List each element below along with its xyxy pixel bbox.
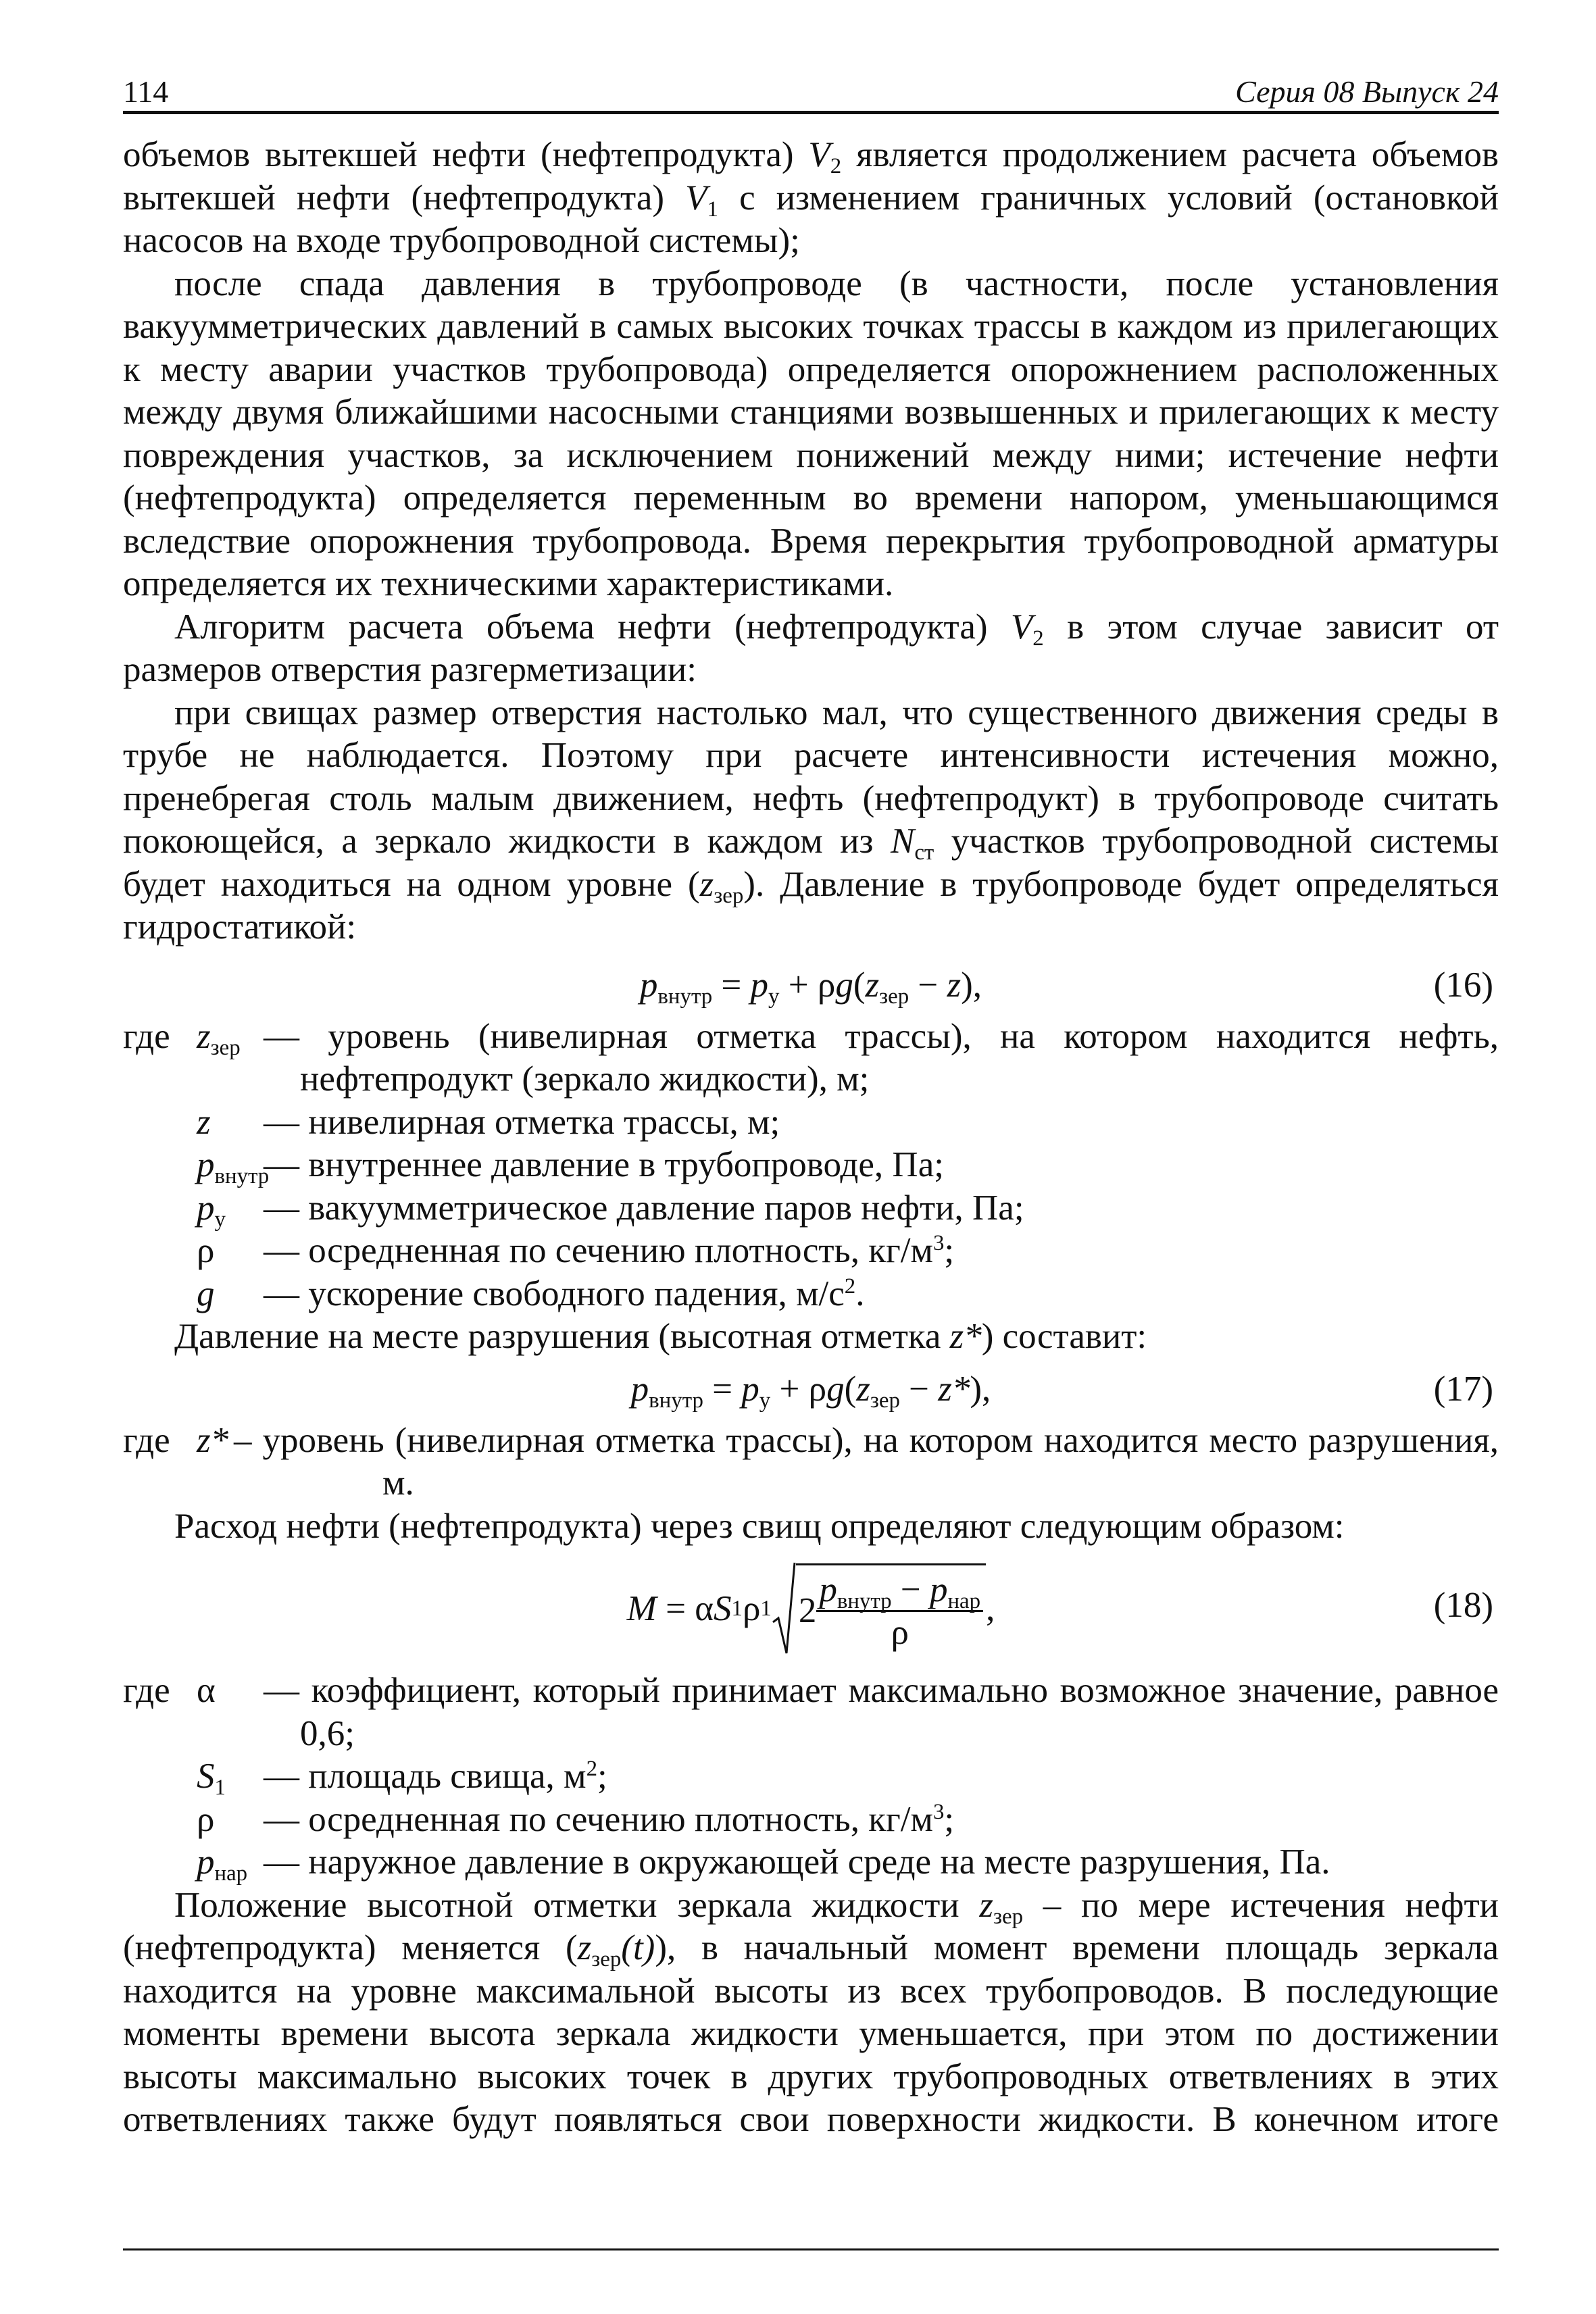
defs1-1-text: — нивелирная отметка трассы, м; <box>264 1102 780 1142</box>
equation-number: (16) <box>1433 965 1493 1005</box>
f17-minus: − <box>899 1369 939 1409</box>
p3-b: в этом случае зависит от размеров отверстия разгерметизации: <box>123 607 1499 689</box>
p7-b: – по мере истечения нефти (нефтепродукта) меняется ( <box>123 1885 1499 1967</box>
defs3-2-text: — осредненная по сечению плотность, кг/м <box>264 1799 933 1839</box>
defs1-4-sup: 3 <box>932 1230 945 1255</box>
f17-p_sub: внутр <box>649 1388 703 1413</box>
p7-a: Положение высотной отметки зеркала жидкости <box>174 1885 980 1925</box>
p1-v1_sub: 1 <box>707 197 718 222</box>
paragraph-4 <box>123 692 1499 949</box>
defs1-5-sym: g <box>197 1274 215 1313</box>
definitions-list-18 <box>123 1669 1499 1884</box>
f18-minus: − <box>891 1569 930 1609</box>
defs1-4-end: ; <box>944 1231 955 1270</box>
f16-z_sub: зер <box>879 984 909 1009</box>
running-header <box>123 76 1499 114</box>
f16-p: p <box>639 965 658 1005</box>
page-number: 114 <box>123 74 169 109</box>
defs3-1-text: — площадь свища, м <box>264 1757 587 1796</box>
paragraph-1 <box>123 134 1499 263</box>
f18-pn2_sub: нар <box>947 1588 981 1613</box>
paragraph-5 <box>123 1315 1499 1359</box>
defs3-0-sym: α <box>197 1671 216 1710</box>
defs1-5-text: — ускорение свободного падения, м/с <box>264 1274 845 1313</box>
f17-eq: = <box>703 1369 742 1409</box>
p4-a: при свищах размер отверстия настолько мал, что существенного движения среды в трубе не наблюдается. Поэтому при расчете интенсивности истечения можно, пренебрегая столь малым движением, нефть (нефтепродукт) в трубопроводе считать покоющейся, а зеркало жидкости в каждом из <box>123 693 1499 861</box>
page-body <box>123 134 1499 2142</box>
f18-m: M <box>626 1588 657 1628</box>
p7-z_sub: зер <box>993 1904 1024 1929</box>
f16-z2: z <box>947 965 962 1005</box>
defs1-1-sym: z <box>197 1102 211 1142</box>
p4-n: N <box>890 822 915 861</box>
f16-open: ( <box>853 965 866 1005</box>
square-root <box>772 1561 986 1656</box>
defs3-3-text: — наружное давление в окружающей среде на месте разрушения, Па. <box>264 1842 1330 1882</box>
p5-z: z* <box>949 1317 982 1356</box>
p3-v: V <box>1010 607 1033 647</box>
defs3-0-where: где <box>123 1671 170 1710</box>
defs3-1-sym: S <box>197 1757 215 1796</box>
def17-sym: z* <box>197 1420 229 1460</box>
defs3-1-sup: 2 <box>586 1756 598 1781</box>
radical-sign-icon <box>772 1561 796 1656</box>
defs3-2-sup: 3 <box>932 1799 945 1824</box>
defs3-0-text: — коэффициент, который принимает максимально возможное значение, равное 0,6; <box>264 1671 1499 1753</box>
p1-v: V <box>808 135 830 174</box>
p5-a: Давление на месте разрушения (высотная отметка <box>174 1317 950 1356</box>
series-title: Серия 08 Выпуск 24 <box>1235 74 1499 109</box>
f17-close: ), <box>970 1369 991 1409</box>
p1-v_sub: 2 <box>830 153 842 178</box>
paragraph-7 <box>123 1884 1499 2142</box>
f16-minus: − <box>909 965 947 1005</box>
f18-comma: , <box>986 1588 995 1628</box>
defs1-2-text: — внутреннее давление в трубопроводе, Па; <box>264 1145 944 1184</box>
f16-g: g <box>835 965 853 1005</box>
f16-py_sub: у <box>768 984 780 1009</box>
f18-pn: p <box>819 1569 837 1609</box>
f17-p: p <box>630 1369 649 1409</box>
defs1-0-text: — уровень (нивелирная отметка трассы), на котором находится нефть, нефтепродукт (зеркало жидкости), м; <box>264 1016 1499 1099</box>
defs1-3-text: — вакуумметрическое давление паров нефти, Па; <box>264 1188 1024 1228</box>
f18-pn2: p <box>929 1569 948 1609</box>
defs1-0-sym_sub: зер <box>210 1035 241 1060</box>
f17-py_sub: у <box>759 1388 771 1413</box>
defs1-4-text: — осредненная по сечению плотность, кг/м <box>264 1231 933 1270</box>
f17-open: ( <box>844 1369 857 1409</box>
defs3-2-sym: ρ <box>197 1799 215 1839</box>
p4-b: участков трубопроводной системы будет находиться на одном уровне ( <box>123 822 1499 904</box>
f17-g: g <box>826 1369 845 1409</box>
f17-z_sub: зер <box>870 1388 900 1413</box>
f18-eq: = α <box>656 1588 714 1628</box>
defs1-5-sup: 2 <box>844 1274 856 1299</box>
p3-a: Алгоритм расчета объема нефти (нефтепродукта) <box>174 607 1011 647</box>
formula-18: M = α S 1 ρ 1 2 $\frac{p_{внутр} - p_{нар}}{\rho}$ , (18) <box>123 1555 1499 1656</box>
f17-z: z <box>856 1369 870 1409</box>
p3-v_sub: 2 <box>1032 626 1044 651</box>
p1-a: объемов вытекшей нефти (нефтепродукта) <box>123 135 809 174</box>
defs1-4-sym: ρ <box>197 1231 215 1270</box>
p1-b: является продолжением расчета объемов вытекшей нефти (нефтепродукта) <box>123 135 1499 218</box>
defs3-1-sym_sub: 1 <box>214 1775 226 1800</box>
f18-two: 2 <box>798 1591 817 1631</box>
p4-z: z <box>699 864 714 904</box>
formula-17 <box>123 1359 1499 1419</box>
f18-pn_sub: внутр <box>837 1588 892 1613</box>
def17-where: где <box>123 1420 170 1460</box>
defs3-3-sym: p <box>197 1842 215 1882</box>
p7-z2_sub: зер <box>591 1946 622 1971</box>
equation-number: (18) <box>1433 1586 1493 1625</box>
p7-c: ), в начальный момент времени площадь зеркала находится на уровне максимальной высоты из всех трубопроводов. В последующие моменты времени высота зеркала жидкости уменьшается, при этом по достижении высоты максимально высоких точек в других трубопроводных ответвлениях в этих ответвлениях также будут появляться свои поверхности жидкости. В конечном итоге <box>123 1928 1499 2139</box>
paragraph-6: Расход нефти (нефтепродукта) через свищ определяют следующим образом: <box>174 1506 1345 1546</box>
p5-b: ) составит: <box>981 1317 1147 1356</box>
defs1-3-sym: p <box>197 1188 215 1228</box>
p7-z: z <box>979 1885 994 1925</box>
f16-p_sub: внутр <box>657 984 713 1009</box>
f16-py: p <box>750 965 769 1005</box>
f16-plus: + ρ <box>779 965 836 1005</box>
defs1-3-sym_sub: у <box>214 1207 226 1232</box>
p7-z2: z <box>577 1928 592 1967</box>
footer-rule <box>123 2248 1499 2250</box>
f17-py: p <box>741 1369 759 1409</box>
p4-z_sub: зер <box>714 883 744 908</box>
f16-z: z <box>865 965 880 1005</box>
p4-n_sub: ст <box>914 840 934 865</box>
defs1-2-sym_sub: внутр <box>214 1163 270 1188</box>
f18-rho: ρ <box>742 1588 761 1628</box>
f18-s: S <box>714 1588 732 1628</box>
defs1-0-where: где <box>123 1016 170 1056</box>
p1-v1: V <box>685 178 707 218</box>
p1-c: с изменением граничных условий (остановкой насосов на входе трубопроводной системы); <box>123 178 1499 260</box>
defs3-2-end: ; <box>944 1799 955 1839</box>
f17-plus: + ρ <box>770 1369 827 1409</box>
defs1-5-end: . <box>855 1274 865 1313</box>
def17-text: – уровень (нивелирная отметка трассы), на котором находится место разрушения, м. <box>234 1420 1499 1503</box>
defs1-0-sym: z <box>197 1016 211 1056</box>
p7-t: (t) <box>621 1928 655 1967</box>
definition-17 <box>123 1419 1499 1505</box>
paragraph-2: после спада давления в трубопроводе (в частности, после установления вакуумметрических давлений в самых высоких точках трассы в каждом из прилегающих к месту аварии участков трубопровода) определяется опорожнением расположенных между двумя ближайшими насосными станциями возвышенных и прилегающих к месту повреждения участков, за исключением понижений между ними; истечение нефти (нефтепродукта) определяется переменным во времени напором, уменьшающимся вследствие опорожнения трубопровода. Время перекрытия трубопроводной арматуры определяется их техническими характеристиками. <box>123 263 1499 603</box>
equation-number: (17) <box>1433 1369 1493 1409</box>
formula-16 <box>123 955 1499 1015</box>
definitions-list-16 <box>123 1015 1499 1316</box>
defs3-3-sym_sub: нар <box>214 1861 248 1886</box>
paragraph-3 <box>123 606 1499 692</box>
f16-close: ), <box>961 965 982 1005</box>
defs3-1-end: ; <box>597 1757 607 1796</box>
f16-eq: = <box>712 965 751 1005</box>
p4-c: ). Давление в трубопроводе будет определяться гидростатикой: <box>123 864 1499 947</box>
f17-z2: z* <box>938 1369 970 1409</box>
defs1-2-sym: p <box>197 1145 215 1184</box>
f18-den: ρ <box>891 1612 909 1652</box>
